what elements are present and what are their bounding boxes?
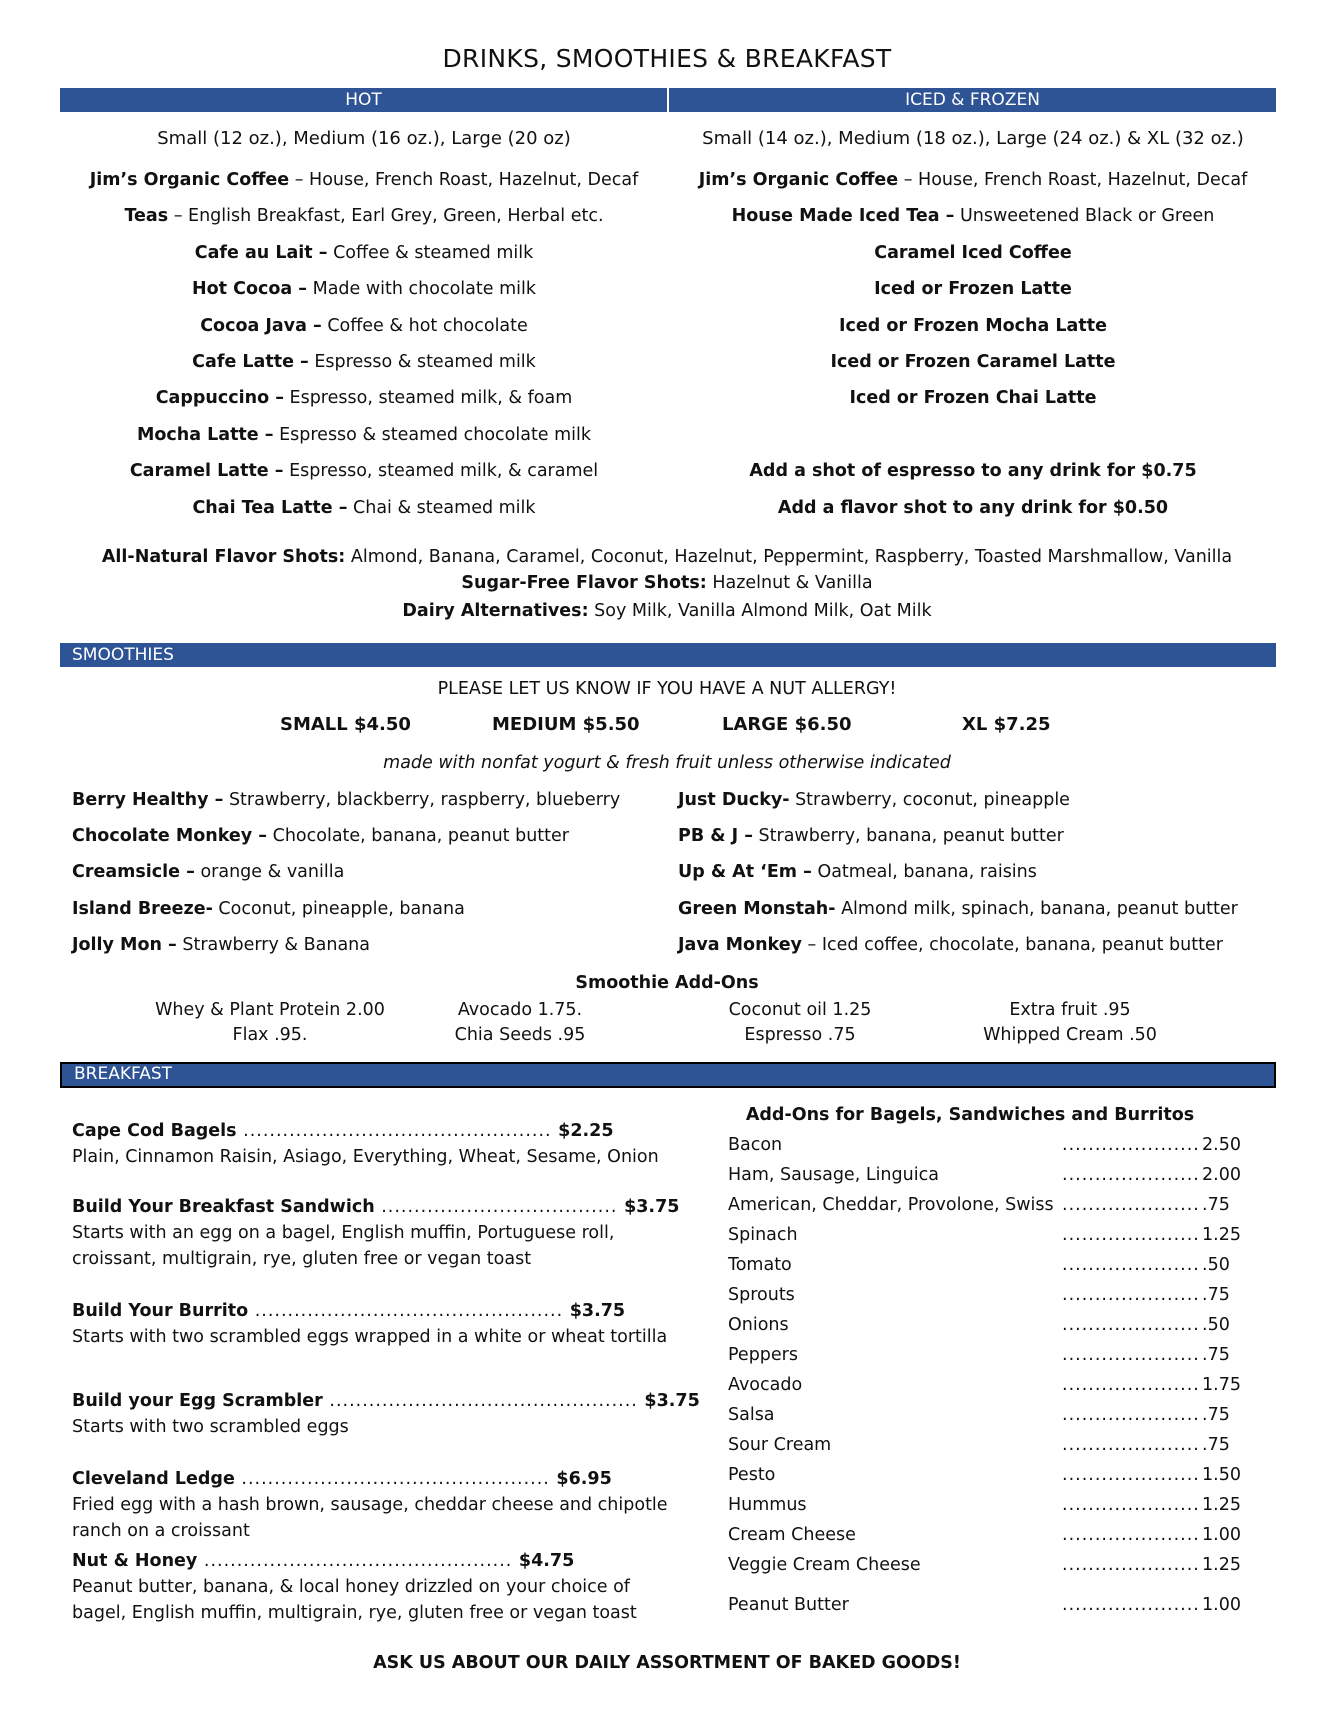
iced-sizes: Small (14 oz.), Medium (18 oz.), Large (24 oz.) & XL (32 oz.): [702, 128, 1244, 149]
menu-item: Chai Tea Latte – Chai & steamed milk: [192, 497, 536, 518]
menu-item: Chocolate Monkey – Chocolate, banana, peanut butter: [72, 826, 569, 847]
flavor-line: Dairy Alternatives: Soy Milk, Vanilla Almond Milk, Oat Milk: [402, 601, 932, 621]
addon-row: Bacon ..................... 2.50: [728, 1135, 1241, 1155]
menu-item: Cocoa Java – Coffee & hot chocolate: [200, 315, 528, 336]
smoothie-addon-col: Avocado 1.75. Chia Seeds .95: [454, 1000, 586, 1045]
price-large: LARGE $6.50: [722, 714, 852, 735]
menu-item: Jim’s Organic Coffee – House, French Roast, Hazelnut, Decaf: [698, 170, 1248, 190]
nut-allergy-notice: PLEASE LET US KNOW IF YOU HAVE A NUT ALLERGY!: [437, 679, 897, 699]
smoothie-addons-title: Smoothie Add-Ons: [575, 973, 759, 993]
menu-item: Jim’s Organic Coffee – House, French Roast, Hazelnut, Decaf: [89, 170, 639, 190]
addon-row: Ham, Sausage, Linguica ..................... 2.00: [728, 1165, 1241, 1185]
breakfast-item: Cleveland Ledge ............................................... $6.95 Fried egg with a hash brown, sausage, cheddar cheese and chipotle ranch on a croissant: [72, 1469, 668, 1541]
breakfast-item: Cape Cod Bagels ............................................... $2.25 Plain, Cinnamon Raisin, Asiago, Everything, Wheat, Sesame, Onion: [72, 1121, 659, 1167]
addon-row: Hummus ..................... 1.25: [728, 1495, 1241, 1515]
menu-item: Jolly Mon – Strawberry & Banana: [72, 934, 370, 955]
price-xl: XL $7.25: [962, 714, 1051, 735]
addon-row: Sour Cream ..................... .75: [728, 1435, 1230, 1455]
baked-goods-footer: ASK US ABOUT OUR DAILY ASSORTMENT OF BAKED GOODS!: [373, 1653, 961, 1673]
price-small: SMALL $4.50: [280, 714, 411, 735]
addon-row: Veggie Cream Cheese ..................... 1.25: [728, 1555, 1241, 1575]
addon-row: Onions ..................... .50: [728, 1315, 1230, 1335]
addon-row: Peanut Butter ..................... 1.00: [728, 1595, 1241, 1615]
menu-item: Iced or Frozen Caramel Latte: [830, 351, 1116, 372]
hot-column: [60, 124, 668, 526]
menu-item: Teas – English Breakfast, Earl Grey, Green, Herbal etc.: [124, 206, 604, 227]
flavor-shots: [0, 544, 1334, 626]
smoothies-right: [678, 782, 1238, 963]
breakfast-item: Build Your Burrito ............................................... $3.75 Starts with two scrambled eggs wrapped in a white or wheat tortilla: [72, 1301, 668, 1347]
menu-item: Hot Cocoa – Made with chocolate milk: [192, 279, 536, 300]
menu-item: Up & At ‘Em – Oatmeal, banana, raisins: [678, 862, 1037, 883]
menu-item: Green Monstah- Almond milk, spinach, banana, peanut butter: [678, 898, 1238, 919]
menu-item: Just Ducky- Strawberry, coconut, pineapple: [678, 790, 1070, 810]
smoothies-left: [72, 782, 620, 963]
breakfast-header: BREAKFAST: [60, 1062, 1276, 1088]
price-medium: MEDIUM $5.50: [492, 714, 640, 735]
menu-item: Iced or Frozen Mocha Latte: [839, 315, 1107, 336]
menu-item: Cappuccino – Espresso, steamed milk, & foam: [155, 388, 573, 409]
menu-item: Cafe Latte – Espresso & steamed milk: [192, 351, 536, 372]
page-title: DRINKS, SMOOTHIES & BREAKFAST: [442, 44, 892, 73]
smoothies-header: SMOOTHIES: [60, 643, 1276, 667]
iced-column: [669, 124, 1277, 526]
addon-row: Sprouts ..................... .75: [728, 1285, 1230, 1305]
espresso-shot-note: Add a shot of espresso to any drink for $0.75: [749, 461, 1197, 482]
breakfast-item: Build your Egg Scrambler ............................................... $3.75 Starts with two scrambled eggs: [72, 1391, 700, 1437]
smoothie-note: made with nonfat yogurt & fresh fruit unless otherwise indicated: [383, 753, 951, 773]
hot-header: HOT: [60, 88, 667, 112]
smoothie-addon-col: Extra fruit .95 Whipped Cream .50: [983, 1000, 1157, 1045]
menu-item: PB & J – Strawberry, banana, peanut butter: [678, 826, 1064, 847]
addon-row: Tomato ..................... .50: [728, 1255, 1230, 1275]
menu-item: Island Breeze- Coconut, pineapple, banana: [72, 898, 465, 919]
menu-item: House Made Iced Tea – Unsweetened Black or Green: [731, 206, 1215, 227]
menu-item: Creamsicle – orange & vanilla: [72, 862, 345, 883]
addon-row: Spinach ..................... 1.25: [728, 1225, 1241, 1245]
addon-row: Peppers ..................... .75: [728, 1345, 1230, 1365]
menu-item: Caramel Latte – Espresso, steamed milk, & caramel: [129, 461, 599, 482]
menu-item: Mocha Latte – Espresso & steamed chocolate milk: [136, 424, 592, 445]
menu-item: Berry Healthy – Strawberry, blackberry, raspberry, blueberry: [72, 790, 621, 810]
smoothie-addon-col: Whey & Plant Protein 2.00 Flax .95.: [155, 1000, 385, 1045]
addon-row: Pesto ..................... 1.50: [728, 1465, 1241, 1485]
menu-item: Iced or Frozen Chai Latte: [849, 388, 1097, 409]
breakfast-addons-title: Add-Ons for Bagels, Sandwiches and Burritos: [745, 1105, 1195, 1125]
addon-row: Cream Cheese ..................... 1.00: [728, 1525, 1241, 1545]
menu-item: Caramel Iced Coffee: [874, 242, 1072, 263]
breakfast-item: Nut & Honey ............................................... $4.75 Peanut butter, banana, & local honey drizzled on your choice of bagel, English muffin, multigrain, rye, gluten free or vegan toast: [72, 1551, 637, 1623]
addon-row: Avocado ..................... 1.75: [728, 1375, 1241, 1395]
addon-row: American, Cheddar, Provolone, Swiss ..................... .75: [728, 1195, 1230, 1215]
iced-header: ICED & FROZEN: [669, 88, 1276, 112]
menu-item: Iced or Frozen Latte: [874, 279, 1072, 300]
flavor-line: Sugar-Free Flavor Shots: Hazelnut & Vanilla: [461, 573, 873, 593]
addon-row: Salsa ..................... .75: [728, 1405, 1230, 1425]
hot-sizes: Small (12 oz.), Medium (16 oz.), Large (20 oz): [157, 128, 571, 149]
smoothie-addon-col: Coconut oil 1.25 Espresso .75: [728, 1000, 872, 1045]
flavor-shot-note: Add a flavor shot to any drink for $0.50: [777, 497, 1169, 518]
menu-item: Cafe au Lait – Coffee & steamed milk: [194, 242, 534, 263]
breakfast-item: Build Your Breakfast Sandwich .................................... $3.75 Starts with an egg on a bagel, English muffin, Portuguese roll, croissant, multigrain, rye, gluten free or vegan toast: [72, 1197, 680, 1269]
flavor-line: All-Natural Flavor Shots: Almond, Banana, Caramel, Coconut, Hazelnut, Peppermint, Raspberry, Toasted Marshmallow, Vanilla: [101, 547, 1233, 567]
menu-item: Java Monkey – Iced coffee, chocolate, banana, peanut butter: [678, 934, 1223, 955]
